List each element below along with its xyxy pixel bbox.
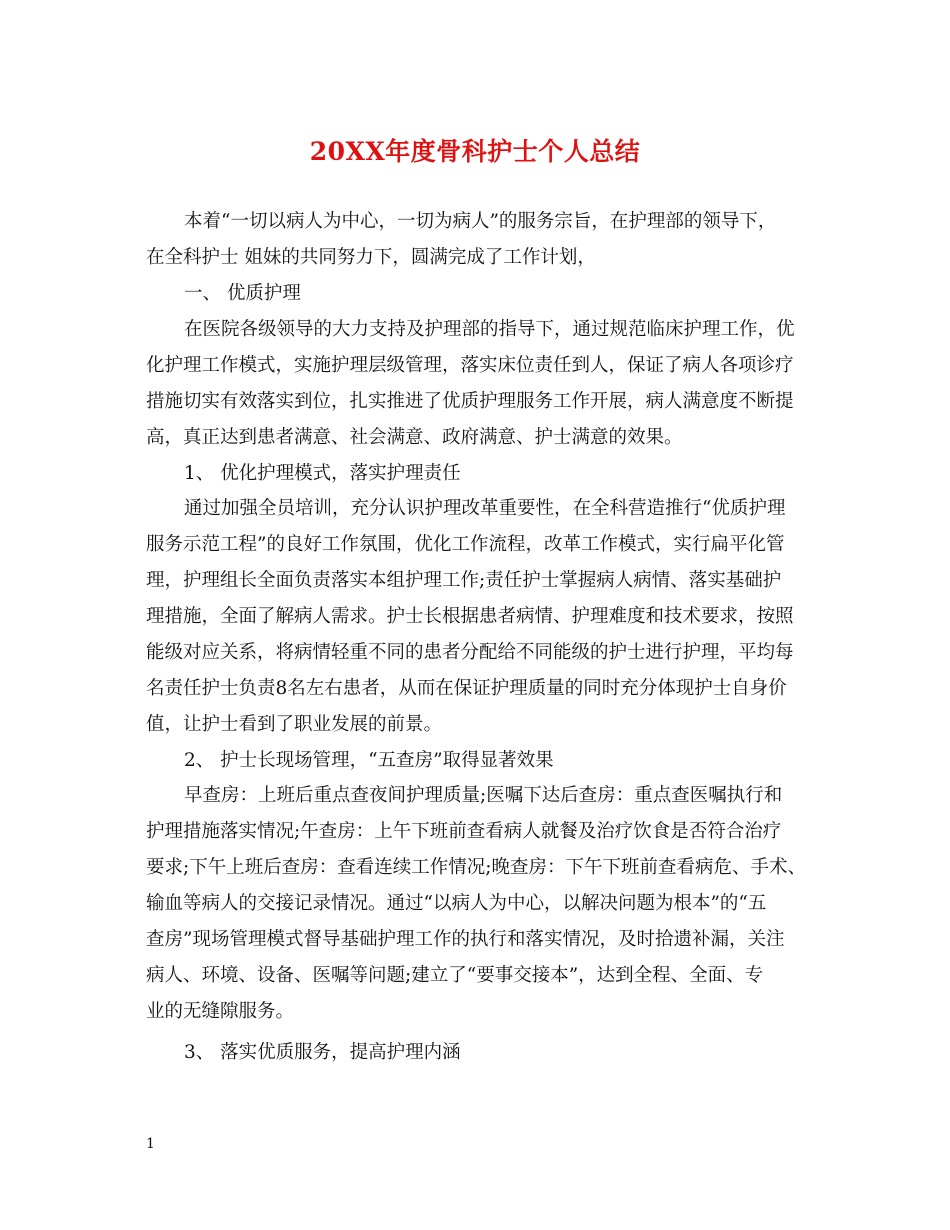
- paragraph-line: 病人、环境、设备、医嘱等问题;建立了“要事交接本”，达到全程、全面、专: [146, 965, 764, 986]
- paragraph-line: 输血等病人的交接记录情况。通过“以病人为中心，以解决问题为根本”的“五: [146, 893, 767, 914]
- paragraph-line: 要求;下午上班后查房：查看连续工作情况;晚查房：下午下班前查看病危、手术、: [146, 857, 806, 878]
- subsection-heading: 3、 落实优质服务，提高护理内涵: [184, 1042, 461, 1063]
- subsection-heading: 1、 优化护理模式，落实护理责任: [184, 463, 461, 484]
- paragraph-line: 化护理工作模式，实施护理层级管理，落实床位责任到人，保证了病人各项诊疗: [146, 355, 794, 376]
- paragraph-line: 理，护理组长全面负责落实本组护理工作;责任护士掌握病人病情、落实基础护: [146, 570, 782, 591]
- document-title: 20XX年度骨科护士个人总结: [309, 137, 641, 166]
- paragraph-line: 名责任护士负责8名左右患者，从而在保证护理质量的同时充分体现护士自身价: [146, 678, 787, 699]
- paragraph-line: 护理措施落实情况;午查房：上午下班前查看病人就餐及治疗饮食是否符合治疗: [146, 821, 782, 842]
- paragraph-line: 查房”现场管理模式督导基础护理工作的执行和落实情况，及时拾遗补漏，关注: [146, 929, 785, 950]
- section-heading: 一、 优质护理: [184, 283, 301, 304]
- paragraph-line: 措施切实有效落实到位，扎实推进了优质护理服务工作开展，病人满意度不断提: [146, 391, 794, 412]
- paragraph-line: 业的无缝隙服务。: [146, 1001, 295, 1022]
- page-number: 1: [146, 1136, 155, 1152]
- paragraph-line: 早查房：上班后重点查夜间护理质量;医嘱下达后查房：重点查医嘱执行和: [184, 785, 783, 806]
- paragraph-line: 高，真正达到患者满意、社会满意、政府满意、护士满意的效果。: [146, 427, 683, 448]
- paragraph-line: 理措施，全面了解病人需求。护士长根据患者病情、护理难度和技术要求，按照: [146, 606, 794, 627]
- paragraph-line: 在医院各级领导的大力支持及护理部的指导下，通过规范临床护理工作，优: [184, 319, 795, 340]
- paragraph-line: 服务示范工程”的良好工作氛围，优化工作流程，改革工作模式，实行扁平化管: [146, 534, 785, 555]
- paragraph-line: 通过加强全员培训，充分认识护理改革重要性，在全科营造推行“优质护理: [184, 498, 786, 519]
- paragraph-line: 值，让护士看到了职业发展的前景。: [146, 714, 443, 735]
- paragraph-line: 能级对应关系，将病情轻重不同的患者分配给不同能级的护士进行护理，平均每: [146, 642, 794, 663]
- paragraph-line: 在全科护士 姐妹的共同努力下，圆满完成了工作计划，: [146, 247, 596, 268]
- subsection-heading: 2、 护士长现场管理，“五查房”取得显著效果: [184, 750, 554, 771]
- paragraph-line: 本着“一切以病人为中心，一切为病人”的服务宗旨，在护理部的领导下，: [184, 211, 777, 232]
